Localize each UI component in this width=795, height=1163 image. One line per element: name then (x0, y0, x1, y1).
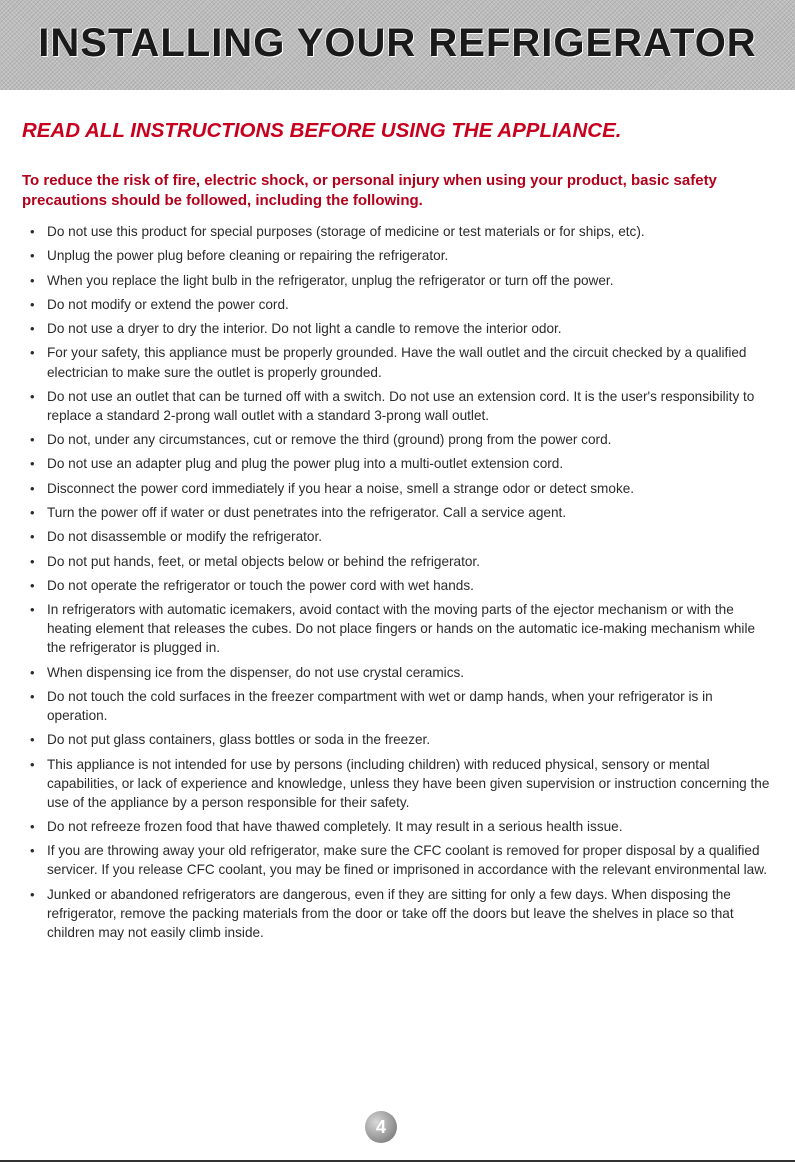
bullet-text: Do not touch the cold surfaces in the freezer compartment with wet or damp hands, when your refrigerator is in operation. (47, 688, 713, 723)
page-number-badge (365, 1111, 397, 1143)
bullet-dot: • (30, 321, 35, 337)
bullet-text: Do not use a dryer to dry the interior. Do not light a candle to remove the interior odor. (47, 321, 562, 337)
safety-bullet-item (30, 295, 775, 314)
bullet-dot: • (30, 505, 35, 520)
bullet-dot: • (30, 819, 35, 834)
safety-bullet-item (30, 885, 775, 942)
bottom-rule (0, 1160, 795, 1162)
bullet-text: If you are throwing away your old refrigerator, make sure the CFC coolant is removed for proper disposal by a qualified servicer. If you release CFC coolant, you may be fined or imprisoned in accordance with the relevant environmental law. (47, 843, 768, 878)
bullet-dot: • (30, 602, 35, 618)
bullet-text: For your safety, this appliance must be properly grounded. Have the wall outlet and the circuit checked by a qualified electrician to make sure the outlet is properly grounded. (47, 345, 747, 380)
safety-intro: To reduce the risk of fire, electric shock, or personal injury when using your product, basic safety precautions should be followed, including the following. (22, 172, 717, 209)
safety-bullet-item (30, 503, 775, 522)
bullet-dot: • (30, 248, 35, 264)
safety-bullet-item (30, 430, 775, 449)
bullet-text: Do not use an adapter plug and plug the power plug into a multi-outlet extension cord. (47, 456, 564, 472)
bullet-dot: • (30, 553, 35, 569)
safety-bullet-item (30, 343, 775, 381)
page-title: INSTALLING YOUR REFRIGERATOR (38, 20, 757, 65)
safety-bullet-item (30, 271, 775, 290)
bullet-text: Do not refreeze frozen food that have thawed completely. It may result in a serious health issue. (47, 819, 623, 834)
bullet-text: Do not put hands, feet, or metal objects below or behind the refrigerator. (47, 553, 480, 569)
bullet-dot: • (30, 529, 35, 545)
safety-bullet-item (30, 527, 775, 546)
bullet-dot: • (30, 388, 35, 404)
safety-bullet-item (30, 817, 775, 836)
bullet-dot: • (30, 272, 35, 288)
header-band (0, 0, 795, 90)
bullet-text: Unplug the power plug before cleaning or repairing the refrigerator. (47, 248, 449, 264)
bullet-text: Do not put glass containers, glass bottles or soda in the freezer. (47, 732, 431, 748)
bullet-dot: • (30, 577, 35, 593)
bullet-dot: • (30, 480, 35, 496)
safety-bullet-item (30, 319, 775, 338)
bullet-text: Do not use this product for special purposes (storage of medicine or test materials or for ships, etc). (47, 224, 645, 239)
bullet-text: Do not modify or extend the power cord. (47, 296, 289, 312)
bullet-dot: • (30, 664, 35, 680)
bullet-dot: • (30, 456, 35, 472)
bullet-dot: • (30, 432, 35, 448)
bullet-dot: • (30, 224, 35, 239)
instructions-heading: READ ALL INSTRUCTIONS BEFORE USING THE APPLIANCE. (22, 119, 622, 142)
bullet-text: This appliance is not intended for use by persons (including children) with reduced physical, sensory or mental capabilities, or lack of experience and knowledge, unless they have been given supervision or instruction concerning the use of the appliance by a person responsible for their safety. (47, 756, 770, 810)
bullet-text: Do not use an outlet that can be turned off with a switch. Do not use an extension cord. It is the user's responsibility to replace a standard 2-prong wall outlet with a standard 3-prong wall outlet. (47, 388, 755, 423)
bullet-dot: • (30, 732, 35, 748)
bullet-text: Turn the power off if water or dust penetrates into the refrigerator. Call a service agent. (47, 505, 567, 520)
safety-bullet-item (30, 552, 775, 571)
bullet-text: Disconnect the power cord immediately if you hear a noise, smell a strange odor or detect smoke. (47, 480, 635, 496)
safety-bullet-item (30, 663, 775, 682)
bullet-text: Do not operate the refrigerator or touch the power cord with wet hands. (47, 577, 474, 593)
bullet-text: Do not, under any circumstances, cut or remove the third (ground) prong from the power cord. (47, 432, 612, 448)
bullet-dot: • (30, 756, 35, 772)
safety-bullet-item (30, 479, 775, 498)
bullet-text: Do not disassemble or modify the refrigerator. (47, 529, 323, 545)
safety-bullet-item (30, 222, 775, 241)
safety-bullet-item (30, 600, 775, 657)
bullet-dot: • (30, 296, 35, 312)
bullet-text: When you replace the light bulb in the refrigerator, unplug the refrigerator or turn off the power. (47, 272, 614, 288)
bullet-dot: • (30, 843, 35, 859)
bullet-dot: • (30, 345, 35, 361)
safety-bullet-item (30, 755, 775, 812)
bullet-text: When dispensing ice from the dispenser, do not use crystal ceramics. (47, 664, 465, 680)
safety-bullet-item (30, 841, 775, 879)
bullet-dot: • (30, 886, 35, 902)
bullet-text: In refrigerators with automatic icemakers, avoid contact with the moving parts of the ejector mechanism or with the heating element that releases the cubes. Do not place fingers or hands on the automatic ice-making mechanism while the refrigerator is plugged in. (47, 602, 756, 656)
safety-bullet-item (30, 454, 775, 473)
safety-bullet-item (30, 730, 775, 749)
safety-bullet-item (30, 576, 775, 595)
bullet-text: Junked or abandoned refrigerators are dangerous, even if they are sitting for only a few days. When disposing the refrigerator, remove the packing materials from the door or take off the doors but leave the shelves in place so that children may not easily climb inside. (47, 886, 734, 940)
bullet-dot: • (30, 688, 35, 704)
safety-bullet-list (30, 222, 775, 947)
safety-bullet-item (30, 387, 775, 425)
safety-bullet-item (30, 687, 775, 725)
safety-bullet-item (30, 246, 775, 265)
page-number: 4 (375, 1116, 386, 1137)
